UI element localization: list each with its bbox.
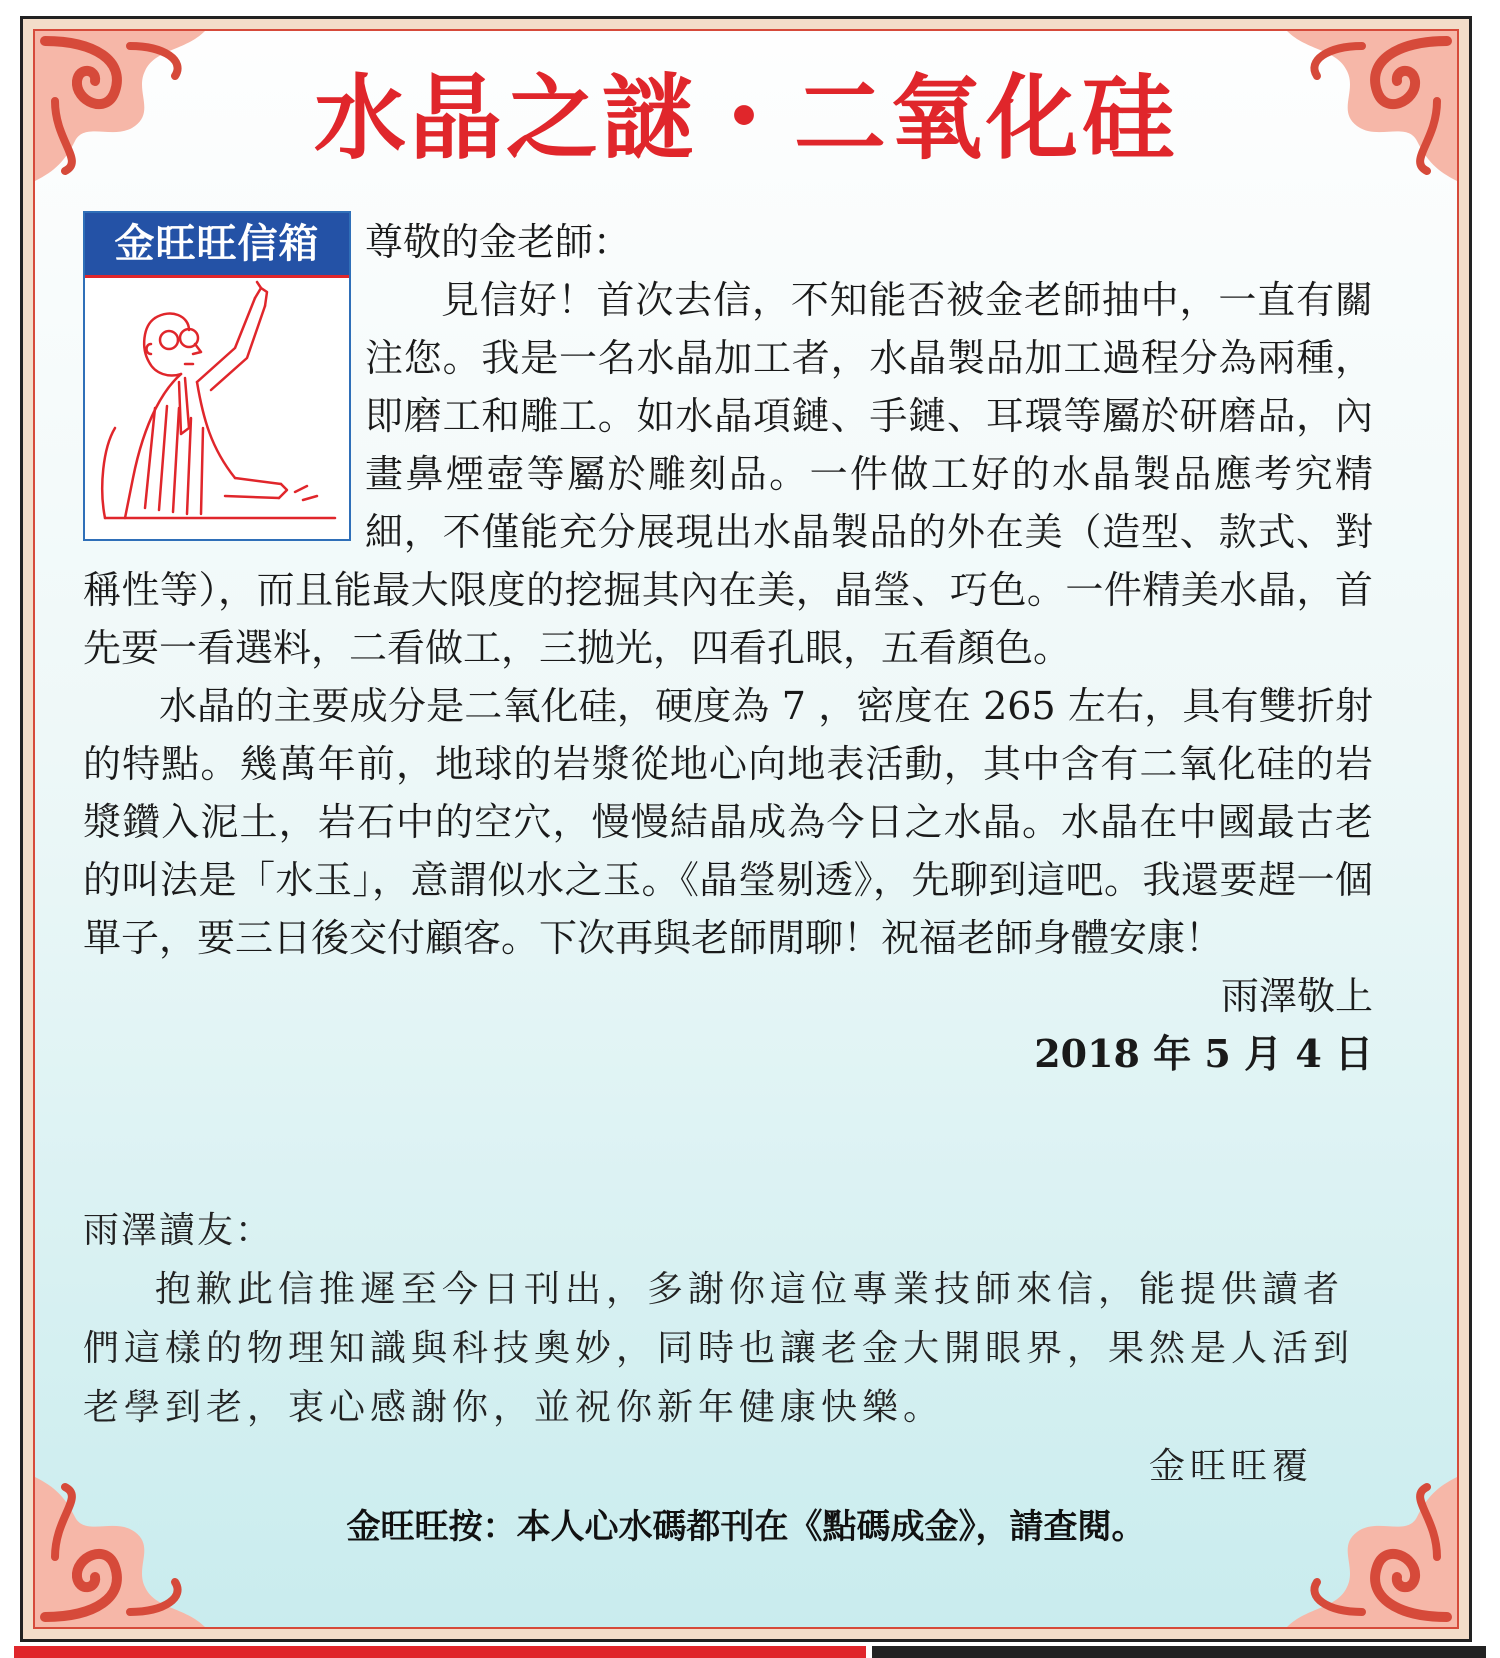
reply-greeting: 雨澤讀友：	[83, 1210, 274, 1251]
article-panel	[33, 29, 1459, 1629]
bottom-divider	[872, 1646, 1486, 1658]
column-label: 金旺旺信箱	[85, 213, 349, 278]
reply-signature: 金旺旺覆	[1148, 1446, 1313, 1487]
article-title: 水晶之謎・二氧化硅	[313, 65, 1178, 172]
reply-section	[83, 1201, 1373, 1496]
bottom-divider	[14, 1646, 866, 1658]
letter-salutation: 尊敬的金老師：	[365, 220, 632, 264]
footer-note: 金旺旺按：本人心水碼都刊在《點碼成金》，請查閱。	[346, 1507, 1146, 1547]
article-frame	[20, 16, 1472, 1642]
letter-signature: 雨澤敬上	[1220, 974, 1373, 1018]
reply-paragraph: 抱歉此信推遲至今日刊出，多謝你這位專業技師來信，能提供讀者們這樣的物理知識與科技奧妙，同時也讓老金大開眼界，果然是人活到老學到老，衷心感謝你，並祝你新年健康快樂。	[83, 1269, 1355, 1428]
letter-paragraph: 見信好！首次去信，不知能否被金老師抽中，一直有關注您。我是一名水晶加工者，水晶製品加工過程分為兩種，即磨工和雕工。如水晶項鏈、手鏈、耳環等屬於研磨品，內畫鼻煙壺等屬於雕刻品。一件做工好的水晶製品應考究精細，不僅能充分展現出水晶製品的外在美（造型、款式、對稱性等），而且能最大限度的挖掘其內在美，晶瑩、巧色。一件精美水晶，首先要一看選料，二看做工，三拋光，四看孔眼，五看顏色。	[83, 278, 1373, 670]
letter-paragraph: 水晶的主要成分是二氧化硅，硬度為 7 ，密度在 265 左右，具有雙折射的特點。幾萬年前，地球的岩漿從地心向地表活動，其中含有二氧化硅的岩漿鑽入泥土，岩石中的空穴，慢慢結晶成為今日之水晶。水晶在中國最古老的叫法是「水玉」，意謂似水之玉。《晶瑩剔透》，先聊到這吧。我還要趕一個單子，要三日後交付顧客。下次再與老師閒聊！祝福老師身體安康！	[83, 684, 1373, 960]
letter-body	[83, 213, 1373, 1083]
letter-date: 2018 年 5 月 4 日	[1034, 1031, 1373, 1076]
